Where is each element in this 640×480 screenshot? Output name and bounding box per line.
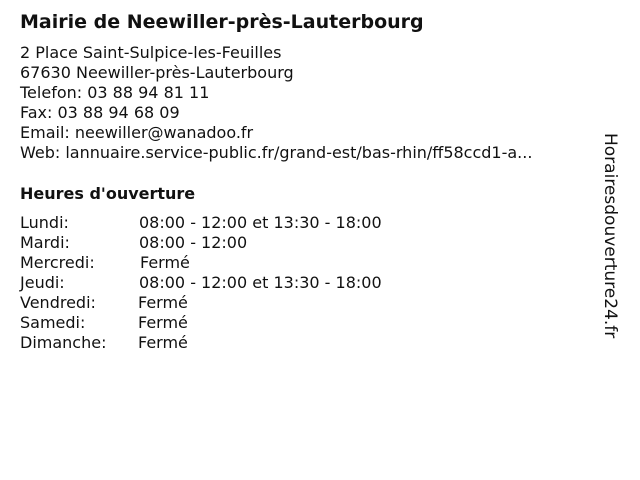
day-hours: Fermé bbox=[138, 293, 188, 312]
day-label: Samedi: bbox=[20, 313, 86, 332]
day-label: Mardi: bbox=[20, 233, 70, 252]
watermark-text: Horairesdouverture24.fr bbox=[600, 133, 620, 339]
day-hours: 08:00 - 12:00 et 13:30 - 18:00 bbox=[139, 273, 382, 292]
day-label: Dimanche: bbox=[20, 333, 107, 352]
phone-line: Telefon: 03 88 94 81 11 bbox=[20, 83, 210, 102]
address-line-1: 2 Place Saint-Sulpice-les-Feuilles bbox=[20, 43, 282, 62]
web-line: Web: lannuaire.service-public.fr/grand-est/bas-rhin/ff58ccd1-a... bbox=[20, 143, 533, 162]
email-line: Email: neewiller@wanadoo.fr bbox=[20, 123, 254, 142]
fax-line: Fax: 03 88 94 68 09 bbox=[20, 103, 180, 122]
address-line-2: 67630 Neewiller-près-Lauterbourg bbox=[20, 63, 294, 82]
hours-heading: Heures d'ouverture bbox=[20, 184, 196, 203]
day-hours: Fermé bbox=[138, 333, 188, 352]
day-hours: 08:00 - 12:00 et 13:30 - 18:00 bbox=[139, 213, 382, 232]
site-watermark bbox=[600, 133, 640, 383]
day-label: Jeudi: bbox=[20, 273, 65, 292]
day-hours: 08:00 - 12:00 bbox=[139, 233, 248, 252]
day-label: Lundi: bbox=[20, 213, 69, 232]
day-label: Vendredi: bbox=[20, 293, 96, 312]
day-hours: Fermé bbox=[138, 313, 188, 332]
contact-block bbox=[20, 43, 532, 163]
day-label: Mercredi: bbox=[20, 253, 95, 272]
page-title: Mairie de Neewiller-près-Lauterbourg bbox=[20, 11, 424, 33]
day-hours: Fermé bbox=[140, 253, 190, 272]
